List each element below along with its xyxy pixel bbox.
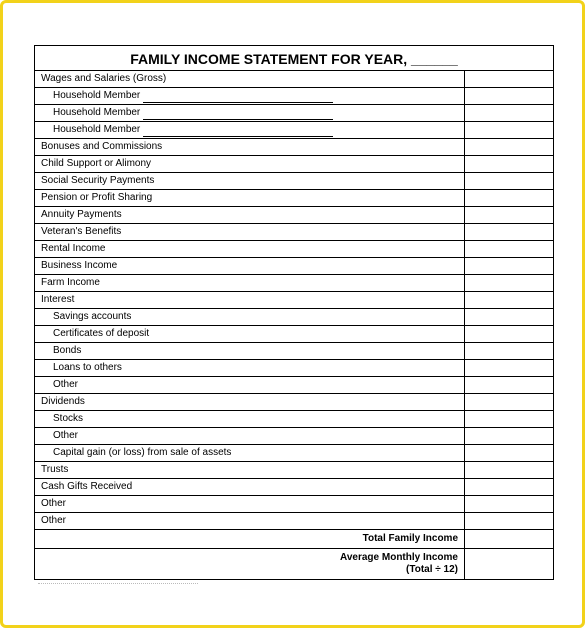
average-label (35, 549, 465, 579)
row-label-text: Veteran's Benefits (41, 226, 122, 237)
table-row (35, 224, 553, 241)
row-label-text: Social Security Payments (41, 175, 155, 186)
amount-field[interactable] (465, 445, 553, 461)
row-label-text: Trusts (41, 464, 69, 475)
table-row (35, 139, 553, 156)
table-row (35, 207, 553, 224)
row-label (35, 394, 465, 410)
table-row (35, 173, 553, 190)
average-amount-field[interactable] (465, 549, 553, 579)
row-label-text: Dividends (41, 396, 85, 407)
row-label (35, 241, 465, 257)
average-row (35, 549, 553, 579)
income-rows (35, 71, 553, 530)
table-row (35, 122, 553, 139)
amount-field[interactable] (465, 360, 553, 376)
table-row (35, 71, 553, 88)
row-label (35, 428, 465, 444)
table-row (35, 241, 553, 258)
row-label (35, 496, 465, 512)
row-label (35, 139, 465, 155)
amount-field[interactable] (465, 156, 553, 172)
row-label-text: Savings accounts (53, 311, 132, 322)
row-label (35, 173, 465, 189)
row-label-text: Certificates of deposit (53, 328, 150, 339)
table-row (35, 377, 553, 394)
row-label-text: Capital gain (or loss) from sale of assets (53, 447, 232, 458)
row-label (35, 411, 465, 427)
row-label-text: Annuity Payments (41, 209, 122, 220)
row-label (35, 275, 465, 291)
member-name-line[interactable] (143, 92, 333, 103)
table-row (35, 445, 553, 462)
row-label (35, 207, 465, 223)
member-name-line[interactable] (143, 109, 333, 120)
row-label (35, 445, 465, 461)
row-label-text: Child Support or Alimony (41, 158, 152, 169)
row-label-text: Farm Income (41, 277, 100, 288)
row-label-text: Household Member (53, 107, 141, 118)
row-label (35, 258, 465, 274)
amount-field[interactable] (465, 173, 553, 189)
table-row (35, 275, 553, 292)
row-label-text: Rental Income (41, 243, 106, 254)
amount-field[interactable] (465, 190, 553, 206)
table-row (35, 105, 553, 122)
amount-field[interactable] (465, 139, 553, 155)
row-label (35, 479, 465, 495)
row-label-text: Loans to others (53, 362, 122, 373)
row-label (35, 292, 465, 308)
row-label-text: Household Member (53, 124, 141, 135)
row-label (35, 326, 465, 342)
row-label (35, 156, 465, 172)
row-label-text: Household Member (53, 90, 141, 101)
average-label-line2: (Total ÷ 12) (406, 564, 458, 575)
form-title: FAMILY INCOME STATEMENT FOR YEAR, ______ (35, 46, 553, 71)
row-label (35, 224, 465, 240)
amount-field[interactable] (465, 462, 553, 478)
amount-field[interactable] (465, 292, 553, 308)
amount-field[interactable] (465, 479, 553, 495)
row-label-text: Cash Gifts Received (41, 481, 133, 492)
table-row (35, 326, 553, 343)
row-label-text: Bonds (53, 345, 82, 356)
faint-footer-mark (38, 583, 198, 586)
amount-field[interactable] (465, 377, 553, 393)
table-row (35, 428, 553, 445)
amount-field[interactable] (465, 428, 553, 444)
amount-field[interactable] (465, 241, 553, 257)
table-row (35, 360, 553, 377)
row-label (35, 88, 465, 104)
table-row (35, 343, 553, 360)
amount-field[interactable] (465, 105, 553, 121)
row-label-text: Stocks (53, 413, 84, 424)
row-label (35, 71, 465, 87)
table-row (35, 156, 553, 173)
table-row (35, 496, 553, 513)
row-label (35, 360, 465, 376)
row-label (35, 343, 465, 359)
row-label (35, 122, 465, 138)
row-label-text: Other (41, 515, 67, 526)
table-row (35, 309, 553, 326)
amount-field[interactable] (465, 258, 553, 274)
table-row (35, 258, 553, 275)
table-row (35, 479, 553, 496)
table-row (35, 411, 553, 428)
row-label (35, 513, 465, 529)
table-row (35, 462, 553, 479)
amount-field[interactable] (465, 411, 553, 427)
amount-field[interactable] (465, 343, 553, 359)
table-row (35, 88, 553, 105)
row-label (35, 377, 465, 393)
row-label-text: Other (41, 498, 67, 509)
table-row (35, 292, 553, 309)
income-statement-form (34, 45, 554, 580)
amount-field[interactable] (465, 496, 553, 512)
table-row (35, 513, 553, 530)
row-label-text: Pension or Profit Sharing (41, 192, 153, 203)
average-label-line1: Average Monthly Income (340, 552, 458, 563)
row-label (35, 105, 465, 121)
amount-field[interactable] (465, 224, 553, 240)
row-label-text: Wages and Salaries (Gross) (41, 73, 167, 84)
row-label-text: Other (53, 430, 79, 441)
row-label-text: Business Income (41, 260, 118, 271)
total-amount-field[interactable] (465, 530, 553, 548)
amount-field[interactable] (465, 326, 553, 342)
amount-field[interactable] (465, 309, 553, 325)
amount-field[interactable] (465, 513, 553, 529)
row-label-text: Bonuses and Commissions (41, 141, 163, 152)
member-name-line[interactable] (143, 126, 333, 137)
total-row (35, 530, 553, 549)
amount-field[interactable] (465, 275, 553, 291)
total-label: Total Family Income (35, 530, 465, 548)
amount-field[interactable] (465, 394, 553, 410)
amount-field[interactable] (465, 88, 553, 104)
row-label (35, 190, 465, 206)
table-row (35, 394, 553, 411)
row-label-text: Other (53, 379, 79, 390)
row-label (35, 462, 465, 478)
amount-field[interactable] (465, 122, 553, 138)
row-label (35, 309, 465, 325)
amount-field[interactable] (465, 207, 553, 223)
amount-field[interactable] (465, 71, 553, 87)
row-label-text: Interest (41, 294, 75, 305)
table-row (35, 190, 553, 207)
